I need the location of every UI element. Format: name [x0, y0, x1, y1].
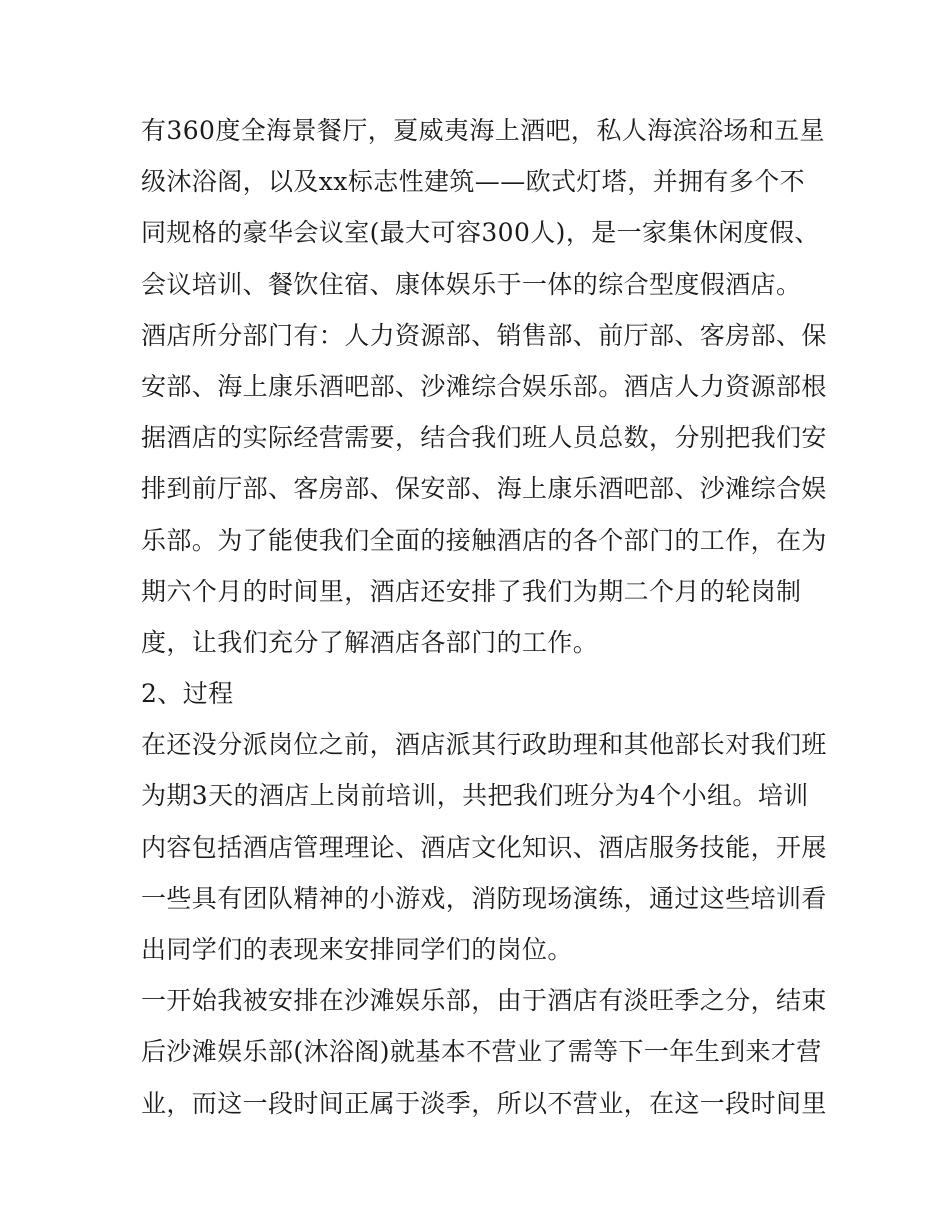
text-line: 会议培训、餐饮住宿、康体娱乐于一体的综合型度假酒店。 [141, 269, 802, 299]
text-line: 一开始我被安排在沙滩娱乐部，由于酒店有淡旺季之分，结束 [141, 986, 827, 1016]
text-line: 安部、海上康乐酒吧部、沙滩综合娱乐部。酒店人力资源部根 [141, 371, 827, 401]
text-line: 为期3天的酒店上岗前培训，共把我们班分为4个小组。培训 [141, 781, 809, 811]
text-line: 乐部。为了能使我们全面的接触酒店的各个部门的工作，在为 [141, 525, 827, 555]
text-line: 一些具有团队精神的小游戏，消防现场演练，通过这些培训看 [141, 883, 827, 913]
text-line: 排到前厅部、客房部、保安部、海上康乐酒吧部、沙滩综合娱 [141, 474, 827, 504]
text-line: 有360度全海景餐厅，夏威夷海上酒吧，私人海滨浴场和五星 [141, 116, 825, 145]
text-line: 内容包括酒店管理理论、酒店文化知识、酒店服务技能，开展 [141, 832, 827, 862]
text-line: 度，让我们充分了解酒店各部门的工作。 [141, 627, 599, 657]
text-line: 期六个月的时间里，酒店还安排了我们为期二个月的轮岗制 [141, 576, 802, 606]
text-line: 级沐浴阁，以及xx标志性建筑——欧式灯塔，并拥有多个不 [141, 167, 806, 197]
document-body [141, 105, 827, 1129]
text-line: 业，而这一段时间正属于淡季，所以不营业，在这一段时间里 [141, 1088, 827, 1118]
text-line: 酒店所分部门有：人力资源部、销售部、前厅部、客房部、保 [141, 320, 827, 350]
text-line: 出同学们的表现来安排同学们的岗位。 [141, 935, 573, 964]
section-heading: 2、过程 [141, 679, 234, 709]
text-line: 同规格的豪华会议室(最大可容300人)，是一家集休闲度假、 [141, 218, 820, 248]
text-line: 后沙滩娱乐部(沐浴阁)就基本不营业了需等下一年生到来才营 [141, 1037, 822, 1067]
text-line: 据酒店的实际经营需要，结合我们班人员总数，分别把我们安 [141, 423, 827, 453]
text-line: 在还没分派岗位之前，酒店派其行政助理和其他部长对我们班 [141, 730, 827, 760]
